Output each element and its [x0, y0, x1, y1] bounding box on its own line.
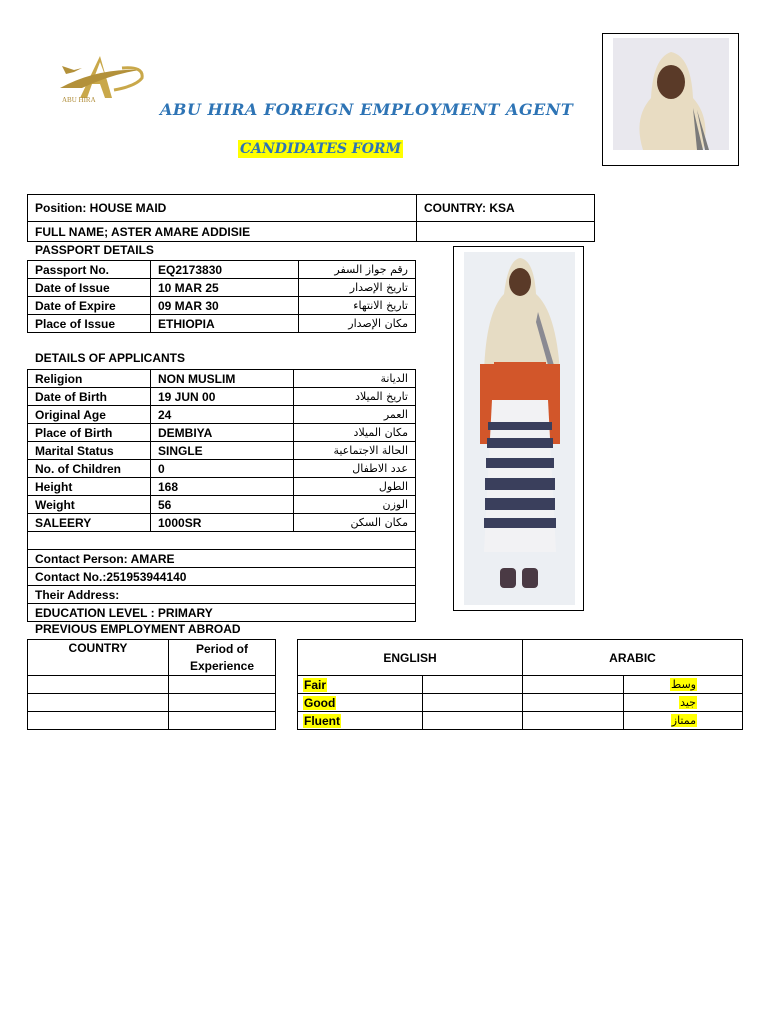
row-label: Place of Issue	[28, 315, 151, 333]
table-row	[28, 370, 416, 388]
level-arabic: وسط	[671, 678, 696, 691]
position-cell: Position: HOUSE MAID	[28, 195, 417, 222]
table-row	[298, 694, 743, 712]
row-label: Original Age	[28, 406, 151, 424]
education-level: EDUCATION LEVEL : PRIMARY	[28, 604, 416, 622]
table-row	[28, 694, 276, 712]
applicant-heading: DETAILS OF APPLICANTS	[35, 351, 185, 365]
table-row	[28, 315, 416, 333]
row-value: 168	[151, 478, 294, 496]
contact-number: Contact No.:251953944140	[28, 568, 416, 586]
portrait-photo	[613, 38, 729, 150]
row-arabic: العمر	[294, 406, 416, 424]
row-arabic: الديانة	[294, 370, 416, 388]
row-arabic: الوزن	[294, 496, 416, 514]
row-label: SALEERY	[28, 514, 151, 532]
contact-address: Their Address:	[28, 586, 416, 604]
table-row	[28, 388, 416, 406]
contact-table	[27, 531, 416, 622]
row-label: Religion	[28, 370, 151, 388]
applicant-table	[27, 369, 416, 532]
row-label: Height	[28, 478, 151, 496]
row-label: Weight	[28, 496, 151, 514]
full-name-cell: FULL NAME; ASTER AMARE ADDISIE	[28, 222, 417, 242]
row-value: 10 MAR 25	[151, 279, 299, 297]
table-row	[28, 442, 416, 460]
row-arabic: مكان السكن	[294, 514, 416, 532]
row-arabic: تاريخ الإصدار	[299, 279, 416, 297]
country-cell: COUNTRY: KSA	[417, 195, 595, 222]
row-value: 1000SR	[151, 514, 294, 532]
form-title: CANDIDATES FORM	[240, 141, 402, 157]
row-value: ETHIOPIA	[151, 315, 299, 333]
level-label: Fair	[304, 677, 327, 692]
table-row	[28, 460, 416, 478]
level-label: Good	[304, 695, 336, 710]
passport-heading: PASSPORT DETAILS	[35, 243, 154, 257]
row-arabic: الطول	[294, 478, 416, 496]
row-value: 0	[151, 460, 294, 478]
row-arabic: تاريخ الميلاد	[294, 388, 416, 406]
row-value: DEMBIYA	[151, 424, 294, 442]
row-arabic: مكان الميلاد	[294, 424, 416, 442]
table-row	[28, 676, 276, 694]
row-value: EQ2173830	[151, 261, 299, 279]
row-arabic: عدد الاطفال	[294, 460, 416, 478]
passport-table	[27, 260, 416, 333]
table-row	[28, 279, 416, 297]
row-label: Date of Birth	[28, 388, 151, 406]
row-value: 19 JUN 00	[151, 388, 294, 406]
row-value: 56	[151, 496, 294, 514]
table-row	[28, 712, 276, 730]
row-arabic: الحالة الاجتماعية	[294, 442, 416, 460]
level-arabic: ممتاز	[671, 714, 696, 727]
row-value: NON MUSLIM	[151, 370, 294, 388]
language-table	[297, 639, 743, 730]
row-arabic: تاريخ الانتهاء	[299, 297, 416, 315]
full-body-photo	[464, 252, 575, 605]
row-label: Passport No.	[28, 261, 151, 279]
row-value: 24	[151, 406, 294, 424]
contact-blank-row	[28, 532, 416, 550]
row-value: 09 MAR 30	[151, 297, 299, 315]
employment-table	[27, 639, 276, 730]
table-row	[28, 406, 416, 424]
col-arabic: ARABIC	[523, 640, 743, 676]
col-country: COUNTRY	[28, 640, 169, 676]
col-period: Period of Experience	[169, 640, 276, 676]
row-label: Date of Expire	[28, 297, 151, 315]
col-english: ENGLISH	[298, 640, 523, 676]
position-table	[27, 194, 595, 242]
row-arabic: رقم جواز السفر	[299, 261, 416, 279]
row-label: Place of Birth	[28, 424, 151, 442]
portrait-photo-frame	[602, 33, 739, 166]
logo-caption: ABU HIRA	[62, 96, 96, 104]
row-value: SINGLE	[151, 442, 294, 460]
agency-name: ABU HIRA FOREIGN EMPLOYMENT AGENT	[160, 100, 574, 119]
table-row	[298, 676, 743, 694]
level-arabic: جيد	[680, 696, 696, 709]
row-label: No. of Children	[28, 460, 151, 478]
employment-heading: PREVIOUS EMPLOYMENT ABROAD	[35, 622, 241, 636]
level-label: Fluent	[304, 713, 340, 728]
table-row	[28, 424, 416, 442]
blank-cell	[417, 222, 595, 242]
table-row	[298, 712, 743, 730]
table-row	[28, 297, 416, 315]
row-arabic: مكان الإصدار	[299, 315, 416, 333]
row-label: Marital Status	[28, 442, 151, 460]
row-label: Date of Issue	[28, 279, 151, 297]
table-row	[28, 496, 416, 514]
full-body-photo-frame	[453, 246, 584, 611]
table-row	[28, 261, 416, 279]
contact-person: Contact Person: AMARE	[28, 550, 416, 568]
table-row	[28, 478, 416, 496]
table-row	[28, 514, 416, 532]
